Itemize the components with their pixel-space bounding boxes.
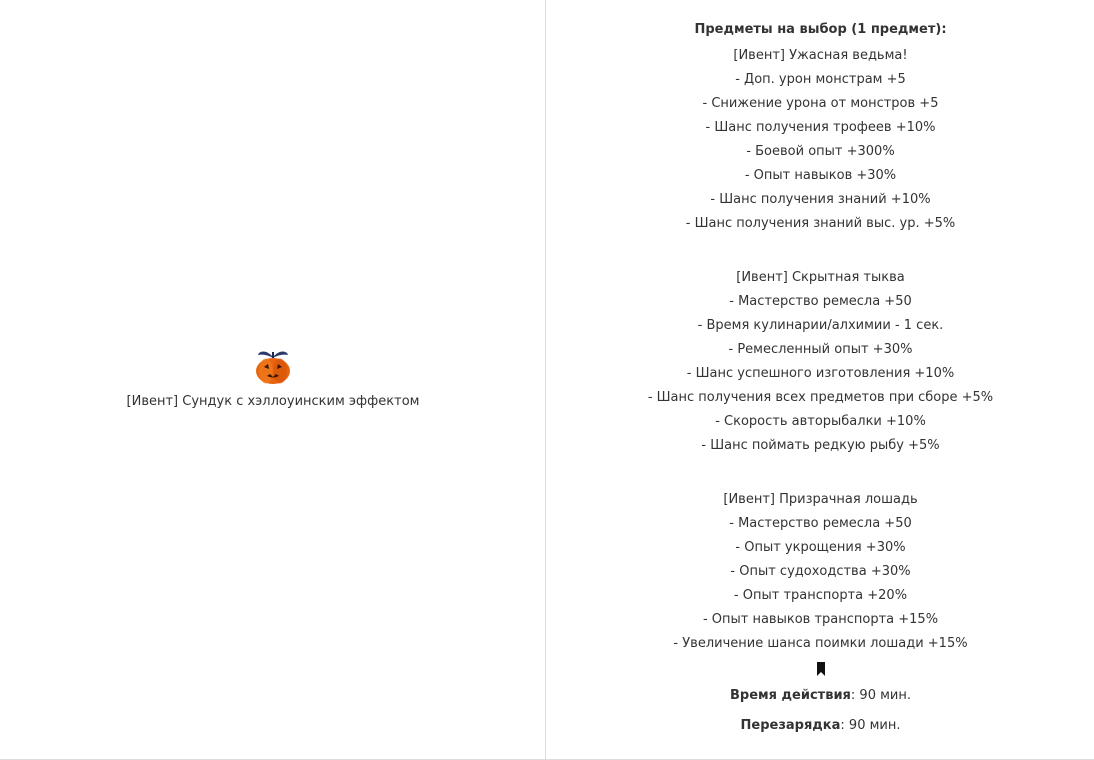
choice-title: [Ивент] Призрачная лошадь [723, 492, 918, 507]
bonus-line: - Время кулинарии/алхимии - 1 сек. [697, 318, 944, 333]
chest-item-name: [Ивент] Сундук с хэллоуинским эффектом [126, 394, 420, 409]
bonus-line: - Увеличение шанса поимки лошади +15% [673, 636, 968, 651]
bonus-line: - Шанс получения знаний +10% [710, 192, 931, 207]
bonus-line: - Мастерство ремесла +50 [729, 516, 912, 531]
bonus-line: - Ремесленный опыт +30% [728, 342, 913, 357]
bonus-line: - Шанс поймать редкую рыбу +5% [701, 438, 940, 453]
bonus-line: - Снижение урона от монстров +5 [702, 96, 939, 111]
cooldown-value: : 90 мин. [840, 718, 901, 733]
bonus-line: - Опыт транспорта +20% [733, 588, 908, 603]
chest-item[interactable] [0, 345, 546, 411]
item-description-column [547, 0, 1094, 759]
cooldown-label: Перезарядка [740, 718, 841, 733]
group-spacer [547, 236, 1094, 266]
bonus-line: - Опыт навыков транспорта +15% [702, 612, 939, 627]
duration-value: : 90 мин. [850, 688, 911, 703]
bonus-line: - Боевой опыт +300% [746, 144, 895, 159]
group-spacer [547, 458, 1094, 488]
bonus-line: - Опыт укрощения +30% [735, 540, 906, 555]
bonus-line: - Шанс получения трофеев +10% [705, 120, 936, 135]
pumpkin-icon [254, 345, 292, 385]
choice-group-witch [547, 44, 1094, 236]
bonus-line: - Опыт навыков +30% [744, 168, 897, 183]
bookmark-icon [816, 662, 826, 676]
choice-title: [Ивент] Скрытная тыква [736, 270, 905, 285]
bonus-line: - Шанс получения знаний выс. ур. +5% [685, 216, 956, 231]
duration-row [547, 686, 1094, 706]
bonus-line: - Скорость авторыбалки +10% [715, 414, 926, 429]
choice-title: [Ивент] Ужасная ведьма! [733, 48, 908, 63]
choices-heading: Предметы на выбор (1 предмет): [694, 22, 947, 37]
bonus-line: - Доп. урон монстрам +5 [735, 72, 906, 87]
bonus-line: - Шанс успешного изготовления +10% [686, 366, 955, 381]
item-preview-column [0, 0, 546, 759]
duration-label: Время действия [730, 688, 851, 703]
choice-group-pumpkin [547, 266, 1094, 458]
bonus-line: - Мастерство ремесла +50 [729, 294, 912, 309]
bonus-line: - Опыт судоходства +30% [730, 564, 911, 579]
cooldown-row [547, 716, 1094, 736]
choice-group-horse [547, 488, 1094, 656]
bonus-line: - Шанс получения всех предметов при сборе +5% [647, 390, 994, 405]
